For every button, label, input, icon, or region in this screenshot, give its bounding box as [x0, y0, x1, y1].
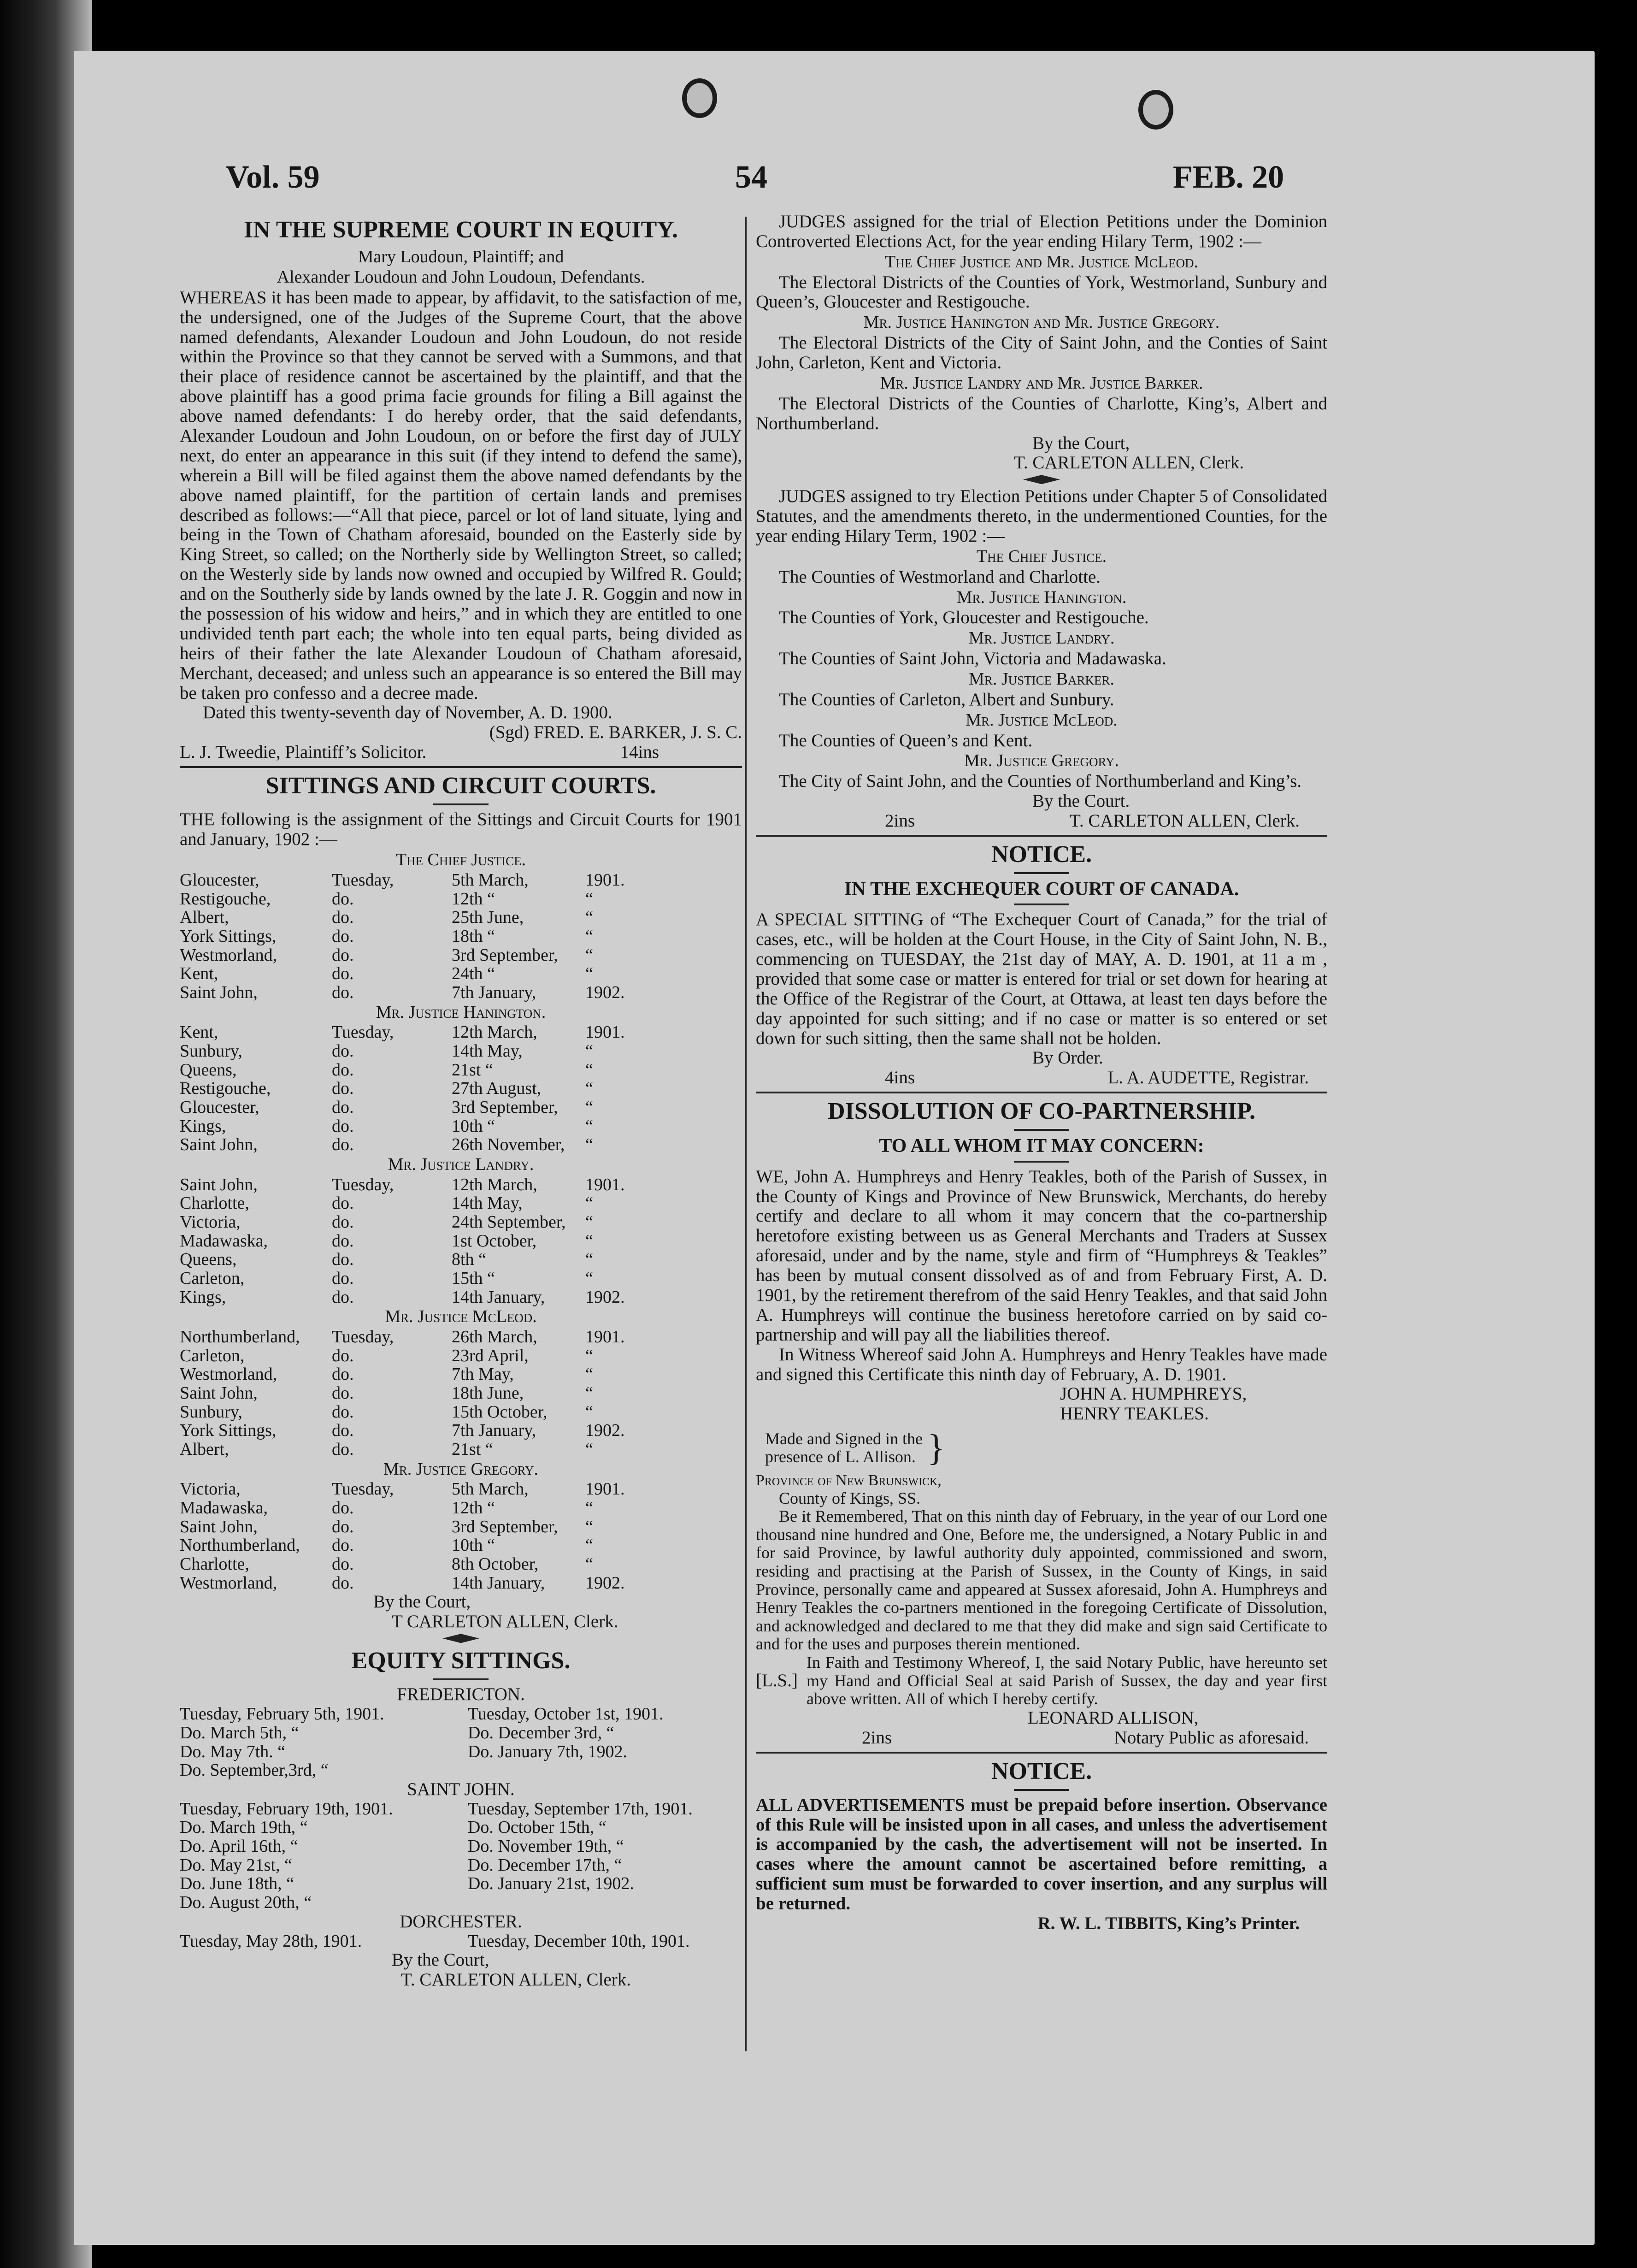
signature: HENRY TEAKLES. [1060, 1404, 1209, 1424]
notice-body: WE, John A. Humphreys and Henry Teakles, both of the Parish of Sussex, in the County of Kings and Province of New Brunswick, Merchants, do hereby certify and declare to all whom it may concern that the co-partnership heretofore existing between us as General Merchants and Traders at Sussex aforesaid, under and by the name, style and firm of “Humphreys & Teakles” has been by mutual consent dissolved as of and from February First, A. D. 1901, by the retirement therefrom of the said Henry Teakles, and that said John A. Humphreys will continue the business heretofore carried on by said co-partnership and will pay all the liabilities thereof. [756, 1166, 1327, 1345]
table-row [180, 946, 742, 965]
table-row [180, 1061, 742, 1080]
table-cell: do. [332, 1079, 354, 1099]
table-cell: 14th May, [452, 1041, 523, 1061]
table-cell [468, 1893, 742, 1912]
table-cell: Tuesday, [332, 870, 394, 890]
notary-body: Be it Remembered, That on this ninth day of February, in the year of our Lord one thousand nine hundred and One, Before me, the undersigned, a Notary Public in and for said Province, by lawful authority duly appointed, commissioned and sworn, residing and practising at the Parish of Sussex, in the County of Kings, in said Province, personally came and appeared at Sussex aforesaid, John A. Humphreys and Henry Teakles the co-partners mentioned in the foregoing Certificate of Dissolution, and acknowledged and declared to me that they did make and sign said Certificate to and for the uses and purposes therein mentioned. [756, 1507, 1327, 1654]
table-row [180, 1742, 742, 1761]
insertion-count: 2ins [885, 810, 915, 831]
punch-hole [682, 78, 717, 118]
notice-intro: JUDGES assigned for the trial of Election Petitions under the Dominion Controverted Elections Act, for the year ending Hilary Term, 1902 :— [756, 212, 1327, 251]
notice-title: NOTICE. [991, 1758, 1092, 1784]
assignment: The City of Saint John, and the Counties of Northumberland and King’s. [779, 771, 1302, 791]
table-cell: Tuesday, February 19th, 1901. [180, 1799, 393, 1819]
table-cell: 23rd April, [452, 1346, 529, 1365]
dated-line: Dated this twenty-seventh day of November, A. D. 1900. [203, 703, 612, 723]
table-cell: do. [332, 1193, 354, 1213]
table-cell: do. [332, 1364, 354, 1384]
issue-date: FEB. 20 [1173, 159, 1284, 195]
notice-body: WHEREAS it has been made to appear, by affidavit, to the satisfaction of me, the undersigned, one of the Judges of the Supreme Court, that the above named defendants, Alexander Loudoun and John Loudoun, do not reside within the Province so that they cannot be served with a Summons, and that their place of residence cannot be ascertained by the plaintiff, and that the above plaintiff has a good prima facie grounds for filing a Bill against the above named defendants: I do hereby order, that the said defendants, Alexander Loudoun and John Loudoun, on or before the first day of JULY next, do enter an appearance in this suit (if they intend to defend the same), wherein a Bill will be filed against them the above named defendants by the above named plaintiff, for the partition of certain lands and premises described as follows:—“All that piece, parcel or lot of land situate, lying and being in the Town of Chatham aforesaid, bounded on the Easterly side by King Street, so called; on the Northerly side by Wellington Street, so called; on the Westerly side by lands now owned and occupied by Wilfred R. Gould; and on the Southerly side by lands owned by the late J. R. Goggin and now in the possession of his widow and heirs,” and in which they are entitled to one undivided tenth part each; the whole into ten equal parts, being divided as heirs of their father the late Alexander Loudoun of Chatham aforesaid, Merchant, deceased; and unless such an appearance is so entered the Bill may be taken pro confesso and a decree made. [180, 287, 742, 703]
table-row [180, 1724, 742, 1742]
judge-heading: Mr. Justice Gregory. [964, 751, 1119, 771]
table-row [180, 1480, 742, 1499]
table-cell: do. [332, 1250, 354, 1270]
table-cell: 1901. [585, 870, 625, 890]
table-cell: do. [332, 1231, 354, 1251]
judge-heading: Mr. Justice McLeod. [385, 1307, 537, 1327]
table-cell: Saint John, [180, 982, 258, 1002]
table-cell: 1st October, [452, 1231, 537, 1251]
punch-hole [1138, 90, 1173, 130]
table-cell: 26th March, [452, 1327, 537, 1347]
table-row [180, 890, 742, 909]
table-cell: 26th November, [452, 1135, 565, 1155]
notice-body: A SPECIAL SITTING of “The Exchequer Court of Canada,” for the trial of cases, etc., will be holden at the Court House, in the City of Saint John, N. B., commencing on TUESDAY, the 21st day of MAY, A. D. 1901, at 11 a m , provided that some case or matter is entered for trial or set down for hearing at the Office of the Registrar of the Court, at Ottawa, at least ten days before the day appointed for such sitting; and if no case or matter is so entered or set down for such sitting, then the same shall not be holden. [756, 910, 1327, 1048]
table-row [180, 1421, 742, 1440]
table-row [180, 1555, 742, 1574]
table-row [180, 1213, 742, 1232]
table-cell: “ [585, 1250, 593, 1270]
table-cell: 18th “ [452, 926, 495, 946]
table-cell: “ [585, 1402, 593, 1422]
page-number: 54 [735, 159, 767, 195]
table-cell: 1902. [585, 982, 625, 1002]
table-cell: do. [332, 1135, 354, 1155]
table-cell: 1901. [585, 1022, 625, 1042]
table-cell: 15th October, [452, 1402, 548, 1422]
table-row [180, 1856, 742, 1875]
equity-sittings-notice [180, 1648, 742, 1990]
table-cell: Queens, [180, 1250, 237, 1270]
table-cell: 5th March, [452, 1479, 529, 1499]
printer-signature: R. W. L. TIBBITS, King’s Printer. [1037, 1914, 1300, 1934]
by-order: By Order. [1032, 1048, 1103, 1068]
left-column [180, 212, 742, 1990]
table-row [180, 1837, 742, 1856]
table-cell: Sunbury, [180, 1041, 242, 1061]
assignment: The Counties of Westmorland and Charlotte. [779, 567, 1101, 587]
table-cell: Do. April 16th, “ [180, 1837, 298, 1856]
notice-intro: THE following is the assignment of the Sittings and Circuit Courts for 1901 and January, 1902 :— [180, 809, 742, 850]
table-cell: do. [332, 926, 354, 946]
table-cell: 12th “ [452, 889, 495, 909]
table-cell: 10th “ [452, 1116, 495, 1136]
notice-title: EQUITY SITTINGS. [351, 1648, 571, 1674]
table-cell: York Sittings, [180, 1421, 277, 1441]
table-cell: 24th “ [452, 964, 495, 984]
table-row [180, 1800, 742, 1819]
judge-heading: Mr. Justice Barker. [969, 669, 1114, 689]
assignment: The Electoral Districts of the Counties of Charlotte, King’s, Albert and Northumberland. [756, 393, 1327, 433]
by-court: By the Court, [392, 1950, 489, 1970]
table-cell: do. [332, 1573, 354, 1593]
table-row [180, 1384, 742, 1403]
signature: JOHN A. HUMPHREYS, [1060, 1384, 1247, 1404]
fredericton-table [180, 1705, 742, 1780]
table-cell: do. [332, 1268, 354, 1288]
table-row [180, 1079, 742, 1098]
table-cell: Tuesday, May 28th, 1901. [180, 1931, 362, 1951]
table-cell: Northumberland, [180, 1536, 300, 1555]
table-cell: Charlotte, [180, 1193, 249, 1213]
table-cell: do. [332, 1346, 354, 1365]
table-cell: do. [332, 945, 354, 965]
place-heading: DORCHESTER. [400, 1911, 522, 1931]
table-cell: 24th September, [452, 1212, 566, 1232]
witness-line: presence of L. Allison. [765, 1447, 916, 1466]
table-cell: Charlotte, [180, 1554, 249, 1574]
table-cell: Do. December 17th, “ [467, 1855, 622, 1875]
table-cell: “ [585, 1041, 593, 1061]
table-row [180, 1288, 742, 1307]
judge-heading: Mr. Justice Hanington and Mr. Justice Gregory. [863, 313, 1220, 332]
table-cell: “ [585, 1079, 593, 1099]
table-cell: Northumberland, [180, 1327, 300, 1347]
saint-john-table [180, 1800, 742, 1912]
table-cell: “ [585, 1554, 593, 1574]
table-cell: 14th May, [452, 1193, 523, 1213]
table-cell: Kings, [180, 1116, 226, 1136]
notary-signature: LEONARD ALLISON, [1028, 1707, 1199, 1728]
table-cell: do. [332, 1421, 354, 1441]
table-cell: “ [585, 1116, 593, 1136]
table-cell: Gloucester, [180, 1097, 259, 1117]
table-cell: Westmorland, [180, 1364, 277, 1384]
table-cell: do. [332, 908, 354, 927]
table-cell: Carleton, [180, 1268, 245, 1288]
table-cell: “ [585, 889, 593, 909]
table-cell: 7th January, [452, 1421, 536, 1441]
insertion-count: 4ins [885, 1068, 915, 1088]
table-row [180, 1175, 742, 1194]
table-cell: Westmorland, [180, 945, 277, 965]
table-cell: Do. May 21st, “ [180, 1855, 292, 1875]
notice-body: ALL ADVERTISEMENTS must be prepaid before insertion. Observance of this Rule will be insisted upon in all cases, and unless the advertisement is accompanied by the cash, the advertisement will not be inserted. In cases where the amount cannot be ascertained before remitting, a sufficient sum must be forwarded to cover insertion, and any surplus will be returned. [756, 1795, 1327, 1914]
table-cell: 7th January, [452, 982, 536, 1002]
table-cell: “ [585, 1364, 593, 1384]
table-cell: Tuesday, [332, 1022, 394, 1042]
judge-heading: Mr. Justice Landry. [388, 1154, 534, 1174]
judge-heading: Mr. Justice Landry. [968, 628, 1115, 648]
table-row [180, 1365, 742, 1384]
table-cell: Do. September,3rd, “ [180, 1760, 329, 1780]
signature: (Sgd) FRED. E. BARKER, J. S. C. [489, 722, 742, 743]
table-cell: Do. March 19th, “ [180, 1818, 308, 1837]
assignment: The Electoral Districts of the City of Saint John, and the Conties of Saint John, Carleton, Kent and Victoria. [756, 333, 1327, 373]
table-row [180, 1117, 742, 1136]
notice-subtitle: IN THE EXCHEQUER COURT OF CANADA. [844, 879, 1239, 900]
table-row [180, 871, 742, 890]
table-cell: do. [332, 1402, 354, 1422]
table-cell: Madawaska, [180, 1231, 268, 1251]
parties: Alexander Loudoun and John Loudoun, Defendants. [277, 267, 645, 287]
table-cell: Tuesday, February 5th, 1901. [180, 1704, 384, 1724]
table-cell: Saint John, [180, 1135, 258, 1155]
witness-clause: In Witness Whereof said John A. Humphreys and Henry Teakles have made and signed this Certificate this ninth day of February, A. D. 1901. [756, 1344, 1327, 1384]
notice-title: NOTICE. [991, 841, 1092, 868]
table-cell: 27th August, [452, 1079, 542, 1099]
table-cell: Albert, [180, 1440, 229, 1459]
notice-title: DISSOLUTION OF CO-PARTNERSHIP. [827, 1098, 1256, 1125]
judges-provincial-notice [756, 487, 1327, 831]
table-cell: Tuesday, October 1st, 1901. [467, 1704, 664, 1724]
table-row [180, 1818, 742, 1837]
table-cell: do. [332, 1498, 354, 1518]
parties: Mary Loudoun, Plaintiff; and [358, 247, 564, 267]
table-cell: “ [585, 1517, 593, 1536]
table-cell: 1902. [585, 1421, 625, 1441]
table-cell: do. [332, 1287, 354, 1307]
supreme-court-notice [180, 217, 742, 762]
table-cell: Saint John, [180, 1517, 258, 1536]
table-row [180, 1705, 742, 1724]
table-row [180, 1440, 742, 1459]
table-cell: 3rd September, [452, 1517, 558, 1536]
volume-number: Vol. 59 [226, 159, 320, 195]
table-cell: do. [332, 982, 354, 1002]
table-row [180, 1232, 742, 1251]
table-cell: 25th June, [452, 908, 524, 927]
table-row [180, 927, 742, 946]
table-cell: “ [585, 1346, 593, 1365]
table-cell: Do. October 15th, “ [467, 1818, 607, 1837]
table-cell: do. [332, 1060, 354, 1080]
judge-heading: Mr. Justice Hanington. [956, 587, 1127, 607]
table-cell: “ [585, 1231, 593, 1251]
table-cell: Tuesday, [332, 1479, 394, 1499]
table-cell: York Sittings, [180, 926, 277, 946]
table-cell: Tuesday, September 17th, 1901. [467, 1799, 693, 1819]
table-cell: 1901. [585, 1479, 625, 1499]
table-cell: “ [585, 1383, 593, 1403]
county-line: County of Kings, SS. [779, 1488, 921, 1507]
solicitor: L. J. Tweedie, Plaintiff’s Solicitor. [180, 742, 427, 762]
table-cell: Sunbury, [180, 1402, 242, 1422]
faith-clause: In Faith and Testimony Whereof, I, the said Notary Public, have hereunto set my Hand and Official Seal at said Parish of Sussex, the day and year first above written. All of which I hereby certify. [807, 1653, 1327, 1708]
column-rule [745, 217, 747, 2051]
table-cell: 5th March, [452, 870, 529, 890]
assignment: The Counties of Saint John, Victoria and Madawaska. [779, 649, 1166, 669]
notice-intro: JUDGES assigned to try Election Petitions under Chapter 5 of Consolidated Statutes, and the amendments thereto, in the undermentioned Counties, for the year ending Hilary Term, 1902 :— [756, 486, 1327, 546]
table-cell: Do. December 3rd, “ [467, 1723, 614, 1742]
table-cell: Albert, [180, 908, 229, 927]
assignment: The Counties of Carleton, Albert and Sunbury. [779, 689, 1114, 709]
table-cell: do. [332, 1536, 354, 1555]
table-cell: 1901. [585, 1327, 625, 1347]
table-row [180, 1499, 742, 1518]
notice-title: SITTINGS AND CIRCUIT COURTS. [265, 773, 656, 799]
notary-title: Notary Public as aforesaid. [1114, 1727, 1309, 1748]
table-cell: “ [585, 1498, 593, 1518]
table-row [180, 908, 742, 927]
assignment: The Counties of York, Gloucester and Restigouche. [779, 608, 1149, 628]
judges-dominion-notice [756, 212, 1327, 473]
table-row [180, 1518, 742, 1536]
right-column [756, 212, 1327, 1934]
sittings-table [180, 850, 742, 1592]
table-cell: do. [332, 1517, 354, 1536]
table-cell: 1902. [585, 1573, 625, 1593]
insertion-count: 2ins [862, 1727, 892, 1748]
table-cell: Do. January 21st, 1902. [467, 1874, 634, 1894]
witness-line: Made and Signed in the [765, 1429, 923, 1448]
table-cell [468, 1761, 742, 1780]
by-court: By the Court, [373, 1592, 471, 1612]
table-row [180, 1269, 742, 1288]
clerk-signature: T. CARLETON ALLEN, Clerk. [1014, 453, 1244, 473]
registrar-signature: L. A. AUDETTE, Registrar. [1107, 1068, 1309, 1088]
insertion-count: 14ins [620, 742, 659, 762]
table-cell: do. [332, 1041, 354, 1061]
table-row [180, 1347, 742, 1365]
notice-title: IN THE SUPREME COURT IN EQUITY. [243, 217, 678, 243]
table-row [180, 1893, 742, 1912]
table-row [180, 1194, 742, 1213]
judge-heading: Mr. Justice Hanington. [376, 1002, 546, 1022]
judge-heading: Mr. Justice Landry and Mr. Justice Barker. [880, 373, 1203, 393]
judge-heading: The Chief Justice and Mr. Justice McLeod. [885, 252, 1198, 272]
assignment: The Counties of Queen’s and Kent. [779, 730, 1033, 750]
table-cell: Carleton, [180, 1346, 245, 1365]
table-cell: Do. June 18th, “ [180, 1874, 294, 1894]
table-cell: Do. November 19th, “ [467, 1837, 624, 1856]
table-cell: 15th “ [452, 1268, 495, 1288]
place-heading: SAINT JOHN. [407, 1779, 515, 1799]
table-cell: Tuesday, December 10th, 1901. [467, 1931, 690, 1951]
table-cell: Saint John, [180, 1175, 258, 1194]
table-row [180, 1135, 742, 1154]
judge-heading: Mr. Justice Gregory. [383, 1459, 539, 1479]
table-cell: 3rd September, [452, 1097, 558, 1117]
table-cell: 14th January, [452, 1573, 545, 1593]
table-cell: 10th “ [452, 1536, 495, 1555]
table-cell: 8th October, [452, 1554, 539, 1574]
table-row [180, 1098, 742, 1117]
table-cell: “ [585, 1097, 593, 1117]
table-cell: Restigouche, [180, 889, 271, 909]
notice-subtitle: TO ALL WHOM IT MAY CONCERN: [879, 1135, 1204, 1157]
table-cell: Victoria, [180, 1212, 241, 1232]
table-cell: Westmorland, [180, 1573, 277, 1593]
table-cell: Do. August 20th, “ [180, 1893, 312, 1913]
table-cell: Kings, [180, 1287, 226, 1307]
table-cell: 14th January, [452, 1287, 545, 1307]
table-row [180, 1874, 742, 1893]
table-cell: Gloucester, [180, 870, 259, 890]
table-cell: Do. May 7th. “ [180, 1742, 286, 1761]
clerk-signature: T. CARLETON ALLEN, Clerk. [401, 1970, 631, 1990]
table-cell: 1901. [585, 1175, 625, 1194]
table-cell: do. [332, 1383, 354, 1403]
table-cell: “ [585, 1440, 593, 1459]
table-cell: 8th “ [452, 1250, 486, 1270]
table-cell: 12th “ [452, 1498, 495, 1518]
table-cell: 21st “ [452, 1440, 493, 1459]
table-row [180, 1403, 742, 1422]
place-heading: FREDERICTON. [397, 1684, 525, 1705]
table-cell: “ [585, 1193, 593, 1213]
table-cell: Restigouche, [180, 1079, 271, 1099]
table-cell: “ [585, 926, 593, 946]
table-cell: “ [585, 945, 593, 965]
table-cell: 12th March, [452, 1022, 537, 1042]
table-cell: “ [585, 1060, 593, 1080]
advertisement-notice [756, 1758, 1327, 1934]
table-cell: 1902. [585, 1287, 625, 1307]
table-cell: 7th May, [452, 1364, 514, 1384]
province-line: Province of New Brunswick, [756, 1472, 942, 1489]
table-cell: do. [332, 889, 354, 909]
table-cell: Tuesday, [332, 1327, 394, 1347]
table-cell: Do. March 5th, “ [180, 1723, 299, 1742]
table-cell: 21st “ [452, 1060, 493, 1080]
table-cell: do. [332, 1212, 354, 1232]
by-court: By the Court, [1032, 433, 1130, 453]
table-cell: “ [585, 1536, 593, 1555]
table-cell: 18th June, [452, 1383, 524, 1403]
table-cell: “ [585, 1135, 593, 1155]
table-cell: Tuesday, [332, 1175, 394, 1194]
seal-mark: [L.S.] [756, 1670, 798, 1690]
table-cell: 12th March, [452, 1175, 537, 1194]
table-row [180, 964, 742, 983]
table-cell: “ [585, 1212, 593, 1232]
table-row [180, 983, 742, 1002]
table-cell: Kent, [180, 1022, 218, 1042]
table-row [180, 1761, 742, 1780]
judge-heading: Mr. Justice McLeod. [966, 710, 1118, 730]
table-cell: 3rd September, [452, 945, 558, 965]
table-row [180, 1574, 742, 1593]
table-cell: do. [332, 1097, 354, 1117]
assignment: The Electoral Districts of the Counties of York, Westmorland, Sunbury and Queen’s, Gloucester and Restigouche. [756, 272, 1327, 312]
by-court: By the Court. [1032, 791, 1130, 811]
table-cell: Do. January 7th, 1902. [467, 1742, 628, 1761]
table-cell: “ [585, 1268, 593, 1288]
table-row [180, 1250, 742, 1269]
sittings-notice [180, 773, 742, 1632]
table-row [180, 1023, 742, 1042]
dissolution-notice: DISSOLUTION OF CO-PARTNERSHIP. TO ALL WHOM IT MAY CONCERN: WE, John A. Humphreys and Henry Teakles, both of the Parish of Sussex, in the County of Kings and Province of New Brunswick, Merchants, do hereby certify and declare to all whom it may concern that the co-partnership heretofore existing between us as General Merchants and Traders at Sussex aforesaid, under and by the name, style and firm of “Humphreys & Teakles” has been by mutual consent dissolved as of and from February First, A. D. 1901, by the retirement therefrom of the said Henry Teakles, and that said John A. Humphreys will continue the business heretofore carried on by said co-partnership and will pay all the liabilities thereof. In Witness Whereof said John A. Humphreys and Henry Teakles have made and signed this Certificate this ninth day of February, A. D. 1901. JOHN A. HUMPHREYS, HENRY TEAKLES. Made and Signed in the presence of L. Allison. } Province of New Brunswick, County of Kings, SS. Be it Remembered, That on this ninth day of February, in the year of our Lord one thousand nine hundred and One, Before me, the undersigned, a Notary Public in and for said Province, by lawful authority duly appointed, commissioned and sworn, residing and practising at the Parish of Sussex, in the County of Kings, in said Province, personally came and appeared at Sussex aforesaid, John A. Humphreys and Henry Teakles the co-partners mentioned in the foregoing Certificate of Dissolution, and acknowledged and declared to me that they did make and sign said Certificate to and for the uses and purposes therein mentioned. [L.S.] In Faith and Testimony Whereof, I, the said Notary Public, have hereunto set my Hand and Official Seal at said Parish of Sussex, the day and year first above written. All of which I hereby certify. LEONARD ALLISON, 2ins Notary Public as aforesaid. [756, 1098, 1327, 1748]
clerk-signature: T CARLETON ALLEN, Clerk. [392, 1612, 618, 1632]
table-cell: do. [332, 1440, 354, 1459]
table-row [180, 1536, 742, 1555]
table-cell: do. [332, 1116, 354, 1136]
table-cell: do. [332, 1554, 354, 1574]
table-cell: Madawaska, [180, 1498, 268, 1518]
table-cell: Saint John, [180, 1383, 258, 1403]
table-row [180, 1042, 742, 1061]
table-cell: Victoria, [180, 1479, 241, 1499]
table-row [180, 1328, 742, 1347]
exchequer-notice [756, 841, 1327, 1088]
judge-heading: The Chief Justice. [395, 850, 526, 870]
clerk-signature: T. CARLETON ALLEN, Clerk. [1069, 810, 1300, 831]
table-cell: Kent, [180, 964, 218, 984]
table-cell: “ [585, 964, 593, 984]
table-row [180, 1932, 742, 1951]
table-cell: “ [585, 908, 593, 927]
table-cell: do. [332, 964, 354, 984]
table-cell: Queens, [180, 1060, 237, 1080]
judge-heading: The Chief Justice. [976, 546, 1107, 566]
